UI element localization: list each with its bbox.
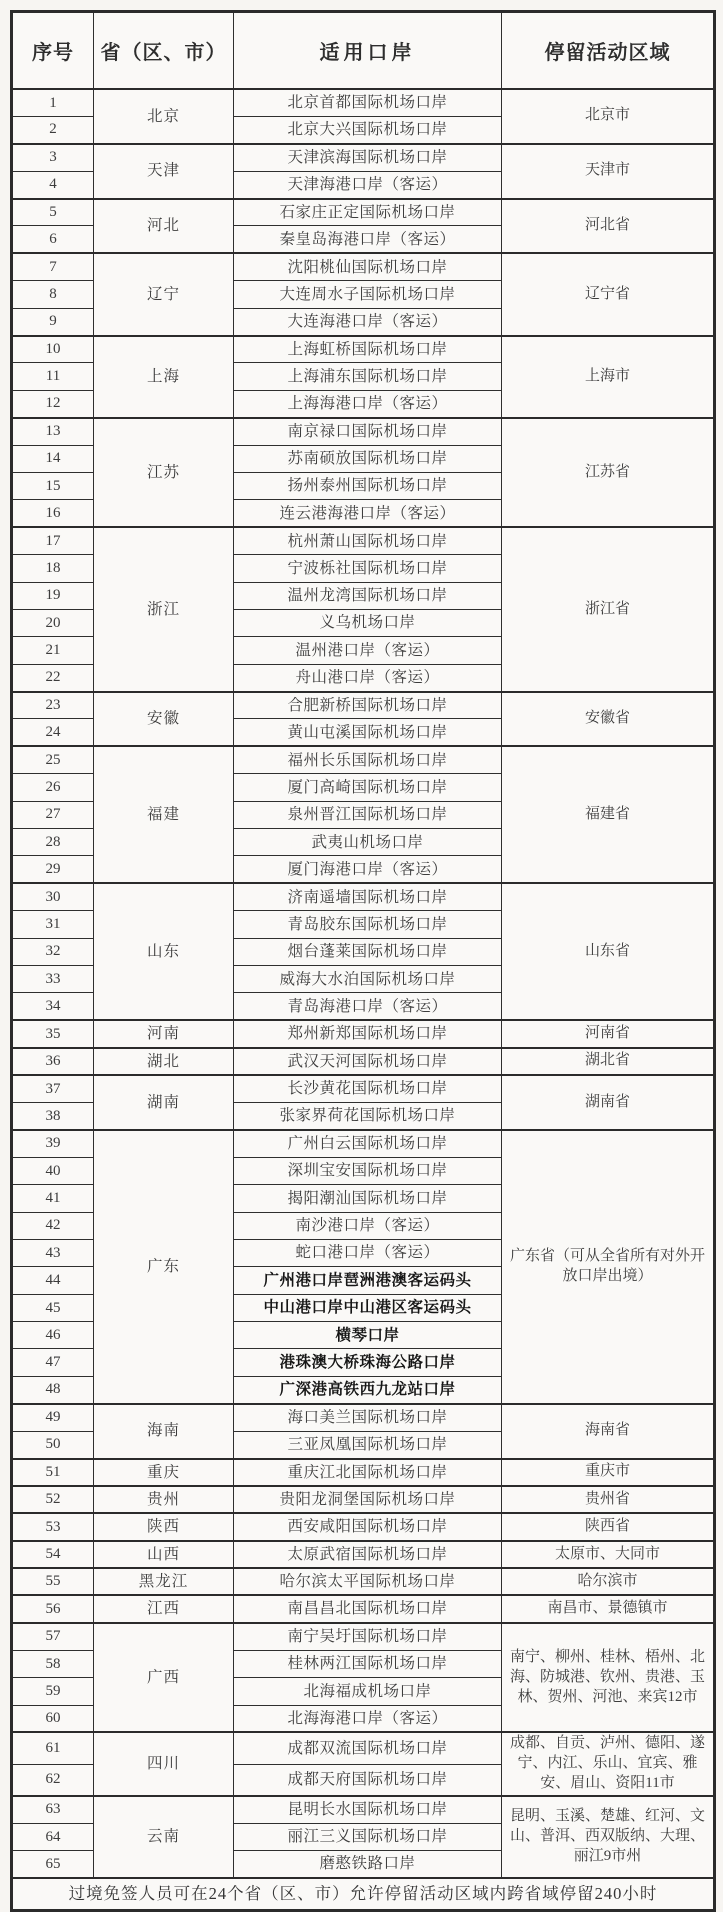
- table-footer-row: [12, 1878, 715, 1911]
- row-number-cell: 39: [12, 1130, 94, 1157]
- row-number-cell: 13: [12, 418, 94, 445]
- province-cell: 江苏: [94, 418, 234, 528]
- row-number-cell: 22: [12, 664, 94, 691]
- port-cell: 太原武宿国际机场口岸: [234, 1541, 502, 1568]
- row-number-cell: 17: [12, 527, 94, 554]
- row-number-cell: 32: [12, 938, 94, 965]
- table-row: [12, 1404, 715, 1431]
- port-cell: 北海福成机场口岸: [234, 1678, 502, 1705]
- row-number-cell: 58: [12, 1650, 94, 1677]
- port-cell: 舟山港口岸（客运）: [234, 664, 502, 691]
- port-cell: 贵阳龙洞堡国际机场口岸: [234, 1486, 502, 1513]
- port-cell: 哈尔滨太平国际机场口岸: [234, 1568, 502, 1595]
- row-number-cell: 21: [12, 637, 94, 664]
- stay-area-cell: 昆明、玉溪、楚雄、红河、文山、普洱、西双版纳、大理、丽江9市州: [502, 1796, 715, 1878]
- province-cell: 河北: [94, 199, 234, 254]
- province-cell: 辽宁: [94, 253, 234, 335]
- row-number-cell: 55: [12, 1568, 94, 1595]
- row-number-cell: 50: [12, 1431, 94, 1458]
- row-number-cell: 57: [12, 1623, 94, 1650]
- port-cell: 北京大兴国际机场口岸: [234, 116, 502, 143]
- row-number-cell: 51: [12, 1459, 94, 1486]
- province-cell: 河南: [94, 1020, 234, 1047]
- visa-free-ports-table: [10, 10, 716, 1912]
- row-number-cell: 37: [12, 1075, 94, 1102]
- port-cell: 苏南硕放国际机场口岸: [234, 445, 502, 472]
- port-cell: 石家庄正定国际机场口岸: [234, 199, 502, 226]
- stay-area-cell: 北京市: [502, 89, 715, 144]
- row-number-cell: 46: [12, 1322, 94, 1349]
- table-row: [12, 89, 715, 116]
- port-cell: 天津海港口岸（客运）: [234, 171, 502, 198]
- port-cell: 扬州泰州国际机场口岸: [234, 472, 502, 499]
- province-cell: 广西: [94, 1623, 234, 1733]
- port-cell: 威海大水泊国际机场口岸: [234, 966, 502, 993]
- province-cell: 湖北: [94, 1048, 234, 1075]
- port-cell: 上海海港口岸（客运）: [234, 390, 502, 417]
- port-cell: 昆明长水国际机场口岸: [234, 1796, 502, 1823]
- port-cell: 连云港海港口岸（客运）: [234, 500, 502, 527]
- province-cell: 贵州: [94, 1486, 234, 1513]
- table-row: [12, 336, 715, 363]
- port-cell: 合肥新桥国际机场口岸: [234, 692, 502, 719]
- stay-area-cell: 广东省（可从全省所有对外开放口岸出境）: [502, 1130, 715, 1404]
- stay-area-cell: 重庆市: [502, 1459, 715, 1486]
- table-row: [12, 253, 715, 280]
- port-cell: 北海海港口岸（客运）: [234, 1705, 502, 1732]
- port-cell: 蛇口港口岸（客运）: [234, 1239, 502, 1266]
- row-number-cell: 7: [12, 253, 94, 280]
- row-number-cell: 24: [12, 719, 94, 746]
- table-row: [12, 1568, 715, 1595]
- table-row: [12, 199, 715, 226]
- stay-area-cell: 湖南省: [502, 1075, 715, 1130]
- province-cell: 浙江: [94, 527, 234, 691]
- table-row: [12, 418, 715, 445]
- row-number-cell: 35: [12, 1020, 94, 1047]
- port-cell: 港珠澳大桥珠海公路口岸: [234, 1349, 502, 1376]
- table-row: [12, 883, 715, 910]
- port-cell: 南沙港口岸（客运）: [234, 1212, 502, 1239]
- province-cell: 江西: [94, 1595, 234, 1622]
- table-row: [12, 1459, 715, 1486]
- port-cell: 揭阳潮汕国际机场口岸: [234, 1185, 502, 1212]
- table-row: [12, 1486, 715, 1513]
- row-number-cell: 62: [12, 1764, 94, 1796]
- province-cell: 安徽: [94, 692, 234, 747]
- row-number-cell: 10: [12, 336, 94, 363]
- row-number-cell: 53: [12, 1513, 94, 1540]
- table-row: [12, 1513, 715, 1540]
- port-cell: 南昌昌北国际机场口岸: [234, 1595, 502, 1622]
- port-cell: 广深港高铁西九龙站口岸: [234, 1376, 502, 1403]
- stay-area-cell: 太原市、大同市: [502, 1541, 715, 1568]
- stay-area-cell: 贵州省: [502, 1486, 715, 1513]
- row-number-cell: 27: [12, 801, 94, 828]
- port-cell: 福州长乐国际机场口岸: [234, 746, 502, 773]
- stay-area-cell: 山东省: [502, 883, 715, 1020]
- port-cell: 厦门海港口岸（客运）: [234, 856, 502, 883]
- row-number-cell: 59: [12, 1678, 94, 1705]
- port-cell: 义乌机场口岸: [234, 609, 502, 636]
- table-row: [12, 1623, 715, 1650]
- header-serial-number: 序号: [12, 12, 94, 90]
- port-cell: 重庆江北国际机场口岸: [234, 1459, 502, 1486]
- stay-area-cell: 哈尔滨市: [502, 1568, 715, 1595]
- row-number-cell: 6: [12, 226, 94, 253]
- row-number-cell: 5: [12, 199, 94, 226]
- port-cell: 深圳宝安国际机场口岸: [234, 1157, 502, 1184]
- port-cell: 厦门高崎国际机场口岸: [234, 774, 502, 801]
- row-number-cell: 3: [12, 144, 94, 171]
- port-cell: 成都天府国际机场口岸: [234, 1764, 502, 1796]
- row-number-cell: 38: [12, 1102, 94, 1129]
- port-cell: 黄山屯溪国际机场口岸: [234, 719, 502, 746]
- stay-area-cell: 福建省: [502, 746, 715, 883]
- province-cell: 湖南: [94, 1075, 234, 1130]
- province-cell: 山东: [94, 883, 234, 1020]
- row-number-cell: 12: [12, 390, 94, 417]
- table-row: [12, 527, 715, 554]
- province-cell: 北京: [94, 89, 234, 144]
- port-cell: 宁波栎社国际机场口岸: [234, 555, 502, 582]
- province-cell: 黑龙江: [94, 1568, 234, 1595]
- row-number-cell: 4: [12, 171, 94, 198]
- header-applicable-ports: 适用口岸: [234, 12, 502, 90]
- row-number-cell: 16: [12, 500, 94, 527]
- port-cell: 南京禄口国际机场口岸: [234, 418, 502, 445]
- row-number-cell: 41: [12, 1185, 94, 1212]
- port-cell: 秦皇岛海港口岸（客运）: [234, 226, 502, 253]
- table-row: [12, 1541, 715, 1568]
- stay-area-cell: 河北省: [502, 199, 715, 254]
- province-cell: 广东: [94, 1130, 234, 1404]
- row-number-cell: 42: [12, 1212, 94, 1239]
- row-number-cell: 2: [12, 116, 94, 143]
- port-cell: 磨憨铁路口岸: [234, 1851, 502, 1878]
- row-number-cell: 65: [12, 1851, 94, 1878]
- port-cell: 张家界荷花国际机场口岸: [234, 1102, 502, 1129]
- port-cell: 桂林两江国际机场口岸: [234, 1650, 502, 1677]
- port-cell: 上海虹桥国际机场口岸: [234, 336, 502, 363]
- stay-area-cell: 浙江省: [502, 527, 715, 691]
- row-number-cell: 61: [12, 1732, 94, 1764]
- port-cell: 天津滨海国际机场口岸: [234, 144, 502, 171]
- table-row: [12, 746, 715, 773]
- row-number-cell: 26: [12, 774, 94, 801]
- row-number-cell: 8: [12, 281, 94, 308]
- row-number-cell: 48: [12, 1376, 94, 1403]
- row-number-cell: 25: [12, 746, 94, 773]
- row-number-cell: 47: [12, 1349, 94, 1376]
- port-cell: 长沙黄花国际机场口岸: [234, 1075, 502, 1102]
- table-row: [12, 144, 715, 171]
- stay-area-cell: 辽宁省: [502, 253, 715, 335]
- row-number-cell: 29: [12, 856, 94, 883]
- header-province: 省（区、市）: [94, 12, 234, 90]
- port-cell: 温州龙湾国际机场口岸: [234, 582, 502, 609]
- table-row: [12, 1075, 715, 1102]
- stay-area-cell: 海南省: [502, 1404, 715, 1459]
- table-row: [12, 1796, 715, 1823]
- table-row: [12, 1130, 715, 1157]
- table-row: [12, 1020, 715, 1047]
- port-cell: 海口美兰国际机场口岸: [234, 1404, 502, 1431]
- row-number-cell: 19: [12, 582, 94, 609]
- port-cell: 广州白云国际机场口岸: [234, 1130, 502, 1157]
- port-cell: 沈阳桃仙国际机场口岸: [234, 253, 502, 280]
- row-number-cell: 15: [12, 472, 94, 499]
- row-number-cell: 64: [12, 1823, 94, 1850]
- port-cell: 青岛海港口岸（客运）: [234, 993, 502, 1020]
- row-number-cell: 18: [12, 555, 94, 582]
- stay-area-cell: 河南省: [502, 1020, 715, 1047]
- port-cell: 中山港口岸中山港区客运码头: [234, 1294, 502, 1321]
- row-number-cell: 54: [12, 1541, 94, 1568]
- row-number-cell: 9: [12, 308, 94, 335]
- port-cell: 青岛胶东国际机场口岸: [234, 911, 502, 938]
- port-cell: 大连周水子国际机场口岸: [234, 281, 502, 308]
- stay-area-cell: 湖北省: [502, 1048, 715, 1075]
- stay-area-cell: 安徽省: [502, 692, 715, 747]
- port-cell: 横琴口岸: [234, 1322, 502, 1349]
- row-number-cell: 43: [12, 1239, 94, 1266]
- province-cell: 重庆: [94, 1459, 234, 1486]
- row-number-cell: 36: [12, 1048, 94, 1075]
- port-cell: 烟台蓬莱国际机场口岸: [234, 938, 502, 965]
- row-number-cell: 63: [12, 1796, 94, 1823]
- stay-area-cell: 天津市: [502, 144, 715, 199]
- province-cell: 云南: [94, 1796, 234, 1878]
- row-number-cell: 49: [12, 1404, 94, 1431]
- port-cell: 温州港口岸（客运）: [234, 637, 502, 664]
- row-number-cell: 40: [12, 1157, 94, 1184]
- table-header-row: [12, 12, 715, 90]
- row-number-cell: 28: [12, 829, 94, 856]
- row-number-cell: 34: [12, 993, 94, 1020]
- province-cell: 福建: [94, 746, 234, 883]
- stay-area-cell: 江苏省: [502, 418, 715, 528]
- province-cell: 四川: [94, 1732, 234, 1795]
- port-cell: 成都双流国际机场口岸: [234, 1732, 502, 1764]
- province-cell: 山西: [94, 1541, 234, 1568]
- port-cell: 广州港口岸琶洲港澳客运码头: [234, 1267, 502, 1294]
- table-row: [12, 1048, 715, 1075]
- port-cell: 丽江三义国际机场口岸: [234, 1823, 502, 1850]
- port-cell: 上海浦东国际机场口岸: [234, 363, 502, 390]
- table-row: [12, 1732, 715, 1764]
- port-cell: 济南遥墙国际机场口岸: [234, 883, 502, 910]
- row-number-cell: 45: [12, 1294, 94, 1321]
- port-cell: 武夷山机场口岸: [234, 829, 502, 856]
- footer-note: 过境免签人员可在24个省（区、市）允许停留活动区域内跨省域停留240小时: [12, 1878, 715, 1911]
- stay-area-cell: 上海市: [502, 336, 715, 418]
- table-row: [12, 692, 715, 719]
- port-cell: 武汉天河国际机场口岸: [234, 1048, 502, 1075]
- row-number-cell: 20: [12, 609, 94, 636]
- port-cell: 大连海港口岸（客运）: [234, 308, 502, 335]
- row-number-cell: 44: [12, 1267, 94, 1294]
- port-cell: 郑州新郑国际机场口岸: [234, 1020, 502, 1047]
- stay-area-cell: 陕西省: [502, 1513, 715, 1540]
- row-number-cell: 56: [12, 1595, 94, 1622]
- row-number-cell: 30: [12, 883, 94, 910]
- stay-area-cell: 南宁、柳州、桂林、梧州、北海、防城港、钦州、贵港、玉林、贺州、河池、来宾12市: [502, 1623, 715, 1733]
- stay-area-cell: 成都、自贡、泸州、德阳、遂宁、内江、乐山、宜宾、雅安、眉山、资阳11市: [502, 1732, 715, 1795]
- province-cell: 海南: [94, 1404, 234, 1459]
- row-number-cell: 52: [12, 1486, 94, 1513]
- port-cell: 三亚凤凰国际机场口岸: [234, 1431, 502, 1458]
- port-cell: 南宁吴圩国际机场口岸: [234, 1623, 502, 1650]
- row-number-cell: 33: [12, 966, 94, 993]
- row-number-cell: 31: [12, 911, 94, 938]
- table-row: [12, 1595, 715, 1622]
- stay-area-cell: 南昌市、景德镇市: [502, 1595, 715, 1622]
- header-stay-area: 停留活动区域: [502, 12, 715, 90]
- row-number-cell: 1: [12, 89, 94, 116]
- province-cell: 天津: [94, 144, 234, 199]
- province-cell: 陕西: [94, 1513, 234, 1540]
- port-cell: 西安咸阳国际机场口岸: [234, 1513, 502, 1540]
- row-number-cell: 11: [12, 363, 94, 390]
- port-cell: 北京首都国际机场口岸: [234, 89, 502, 116]
- port-table-body: [12, 89, 715, 1878]
- row-number-cell: 14: [12, 445, 94, 472]
- row-number-cell: 60: [12, 1705, 94, 1732]
- row-number-cell: 23: [12, 692, 94, 719]
- port-cell: 泉州晋江国际机场口岸: [234, 801, 502, 828]
- port-cell: 杭州萧山国际机场口岸: [234, 527, 502, 554]
- province-cell: 上海: [94, 336, 234, 418]
